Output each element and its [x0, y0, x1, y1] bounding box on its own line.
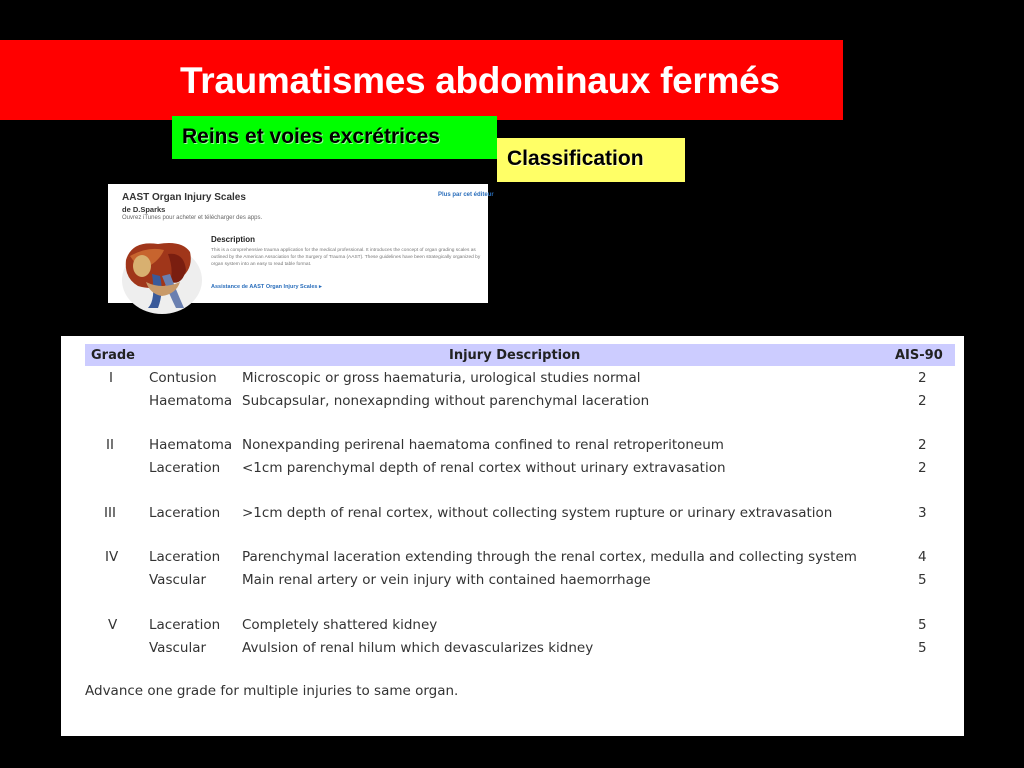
row-type: Vascular — [149, 640, 207, 656]
more-by-publisher-link[interactable]: Plus par cet éditeur — [438, 192, 494, 198]
support-link[interactable]: Assistance de AAST Organ Injury Scales ▸ — [211, 284, 322, 290]
row-description: Avulsion of renal hilum which devascularizes kidney — [242, 640, 594, 656]
row-description: Parenchymal laceration extending through the renal cortex, medulla and collecting system — [242, 549, 857, 565]
row-description: Microscopic or gross haematuria, urological studies normal — [242, 370, 641, 386]
row-grade: IV — [105, 549, 119, 565]
row-ais: 5 — [918, 572, 927, 588]
row-ais: 2 — [918, 437, 927, 453]
row-type: Haematoma — [149, 437, 233, 453]
row-type: Vascular — [149, 572, 207, 588]
header-grade: Grade — [91, 348, 135, 363]
row-description: Completely shattered kidney — [242, 617, 438, 633]
row-type: Laceration — [149, 505, 221, 521]
row-ais: 3 — [918, 505, 927, 521]
row-ais: 2 — [918, 393, 927, 409]
row-type: Haematoma — [149, 393, 233, 409]
table-header — [85, 344, 955, 366]
row-description: >1cm depth of renal cortex, without collecting system rupture or urinary extravasation — [242, 505, 833, 521]
row-type: Laceration — [149, 460, 221, 476]
row-grade: V — [108, 617, 118, 633]
app-author: de D.Sparks — [122, 205, 166, 214]
organ-illustration-icon — [118, 230, 206, 308]
open-itunes-hint: Ouvrez iTunes pour acheter et télécharger des apps. — [122, 215, 263, 221]
row-description: Nonexpanding perirenal haematoma confined to renal retroperitoneum — [242, 437, 724, 453]
description-heading: Description — [211, 235, 256, 244]
injury-table-panel — [61, 336, 964, 736]
title-bar — [0, 40, 843, 120]
slide-title: Traumatismes abdominaux fermés — [180, 60, 780, 101]
row-description: <1cm parenchymal depth of renal cortex without urinary extravasation — [242, 460, 726, 476]
row-ais: 5 — [918, 617, 927, 633]
row-grade: I — [109, 370, 113, 386]
row-ais: 5 — [918, 640, 927, 656]
subtitle-green-tag: Reins et voies excrétrices — [172, 116, 497, 159]
table-footnote: Advance one grade for multiple injuries to same organ. — [85, 683, 459, 699]
row-type: Contusion — [149, 370, 217, 386]
row-grade: III — [104, 505, 116, 521]
app-store-card — [108, 184, 494, 303]
header-description: Injury Description — [449, 348, 581, 363]
row-type: Laceration — [149, 617, 221, 633]
row-ais: 4 — [918, 549, 927, 565]
row-type: Laceration — [149, 549, 221, 565]
row-description: Subcapsular, nonexapnding without parenchymal laceration — [242, 393, 650, 409]
description-text: This is a comprehensive trauma application for the medical professional. It introduces the concept of organ grading scales as outlined by the American Association for the Surgery of Trauma (AAST). These guidelines have been strategically organized by organ system into an easy to read table format. — [211, 248, 481, 267]
row-grade: II — [106, 437, 114, 453]
row-description: Main renal artery or vein injury with contained haemorrhage — [242, 572, 651, 588]
subtitle-yellow-tag: Classification — [497, 138, 685, 182]
row-ais: 2 — [918, 460, 927, 476]
row-ais: 2 — [918, 370, 927, 386]
header-ais: AIS-90 — [895, 348, 943, 363]
app-name: AAST Organ Injury Scales — [122, 192, 246, 203]
